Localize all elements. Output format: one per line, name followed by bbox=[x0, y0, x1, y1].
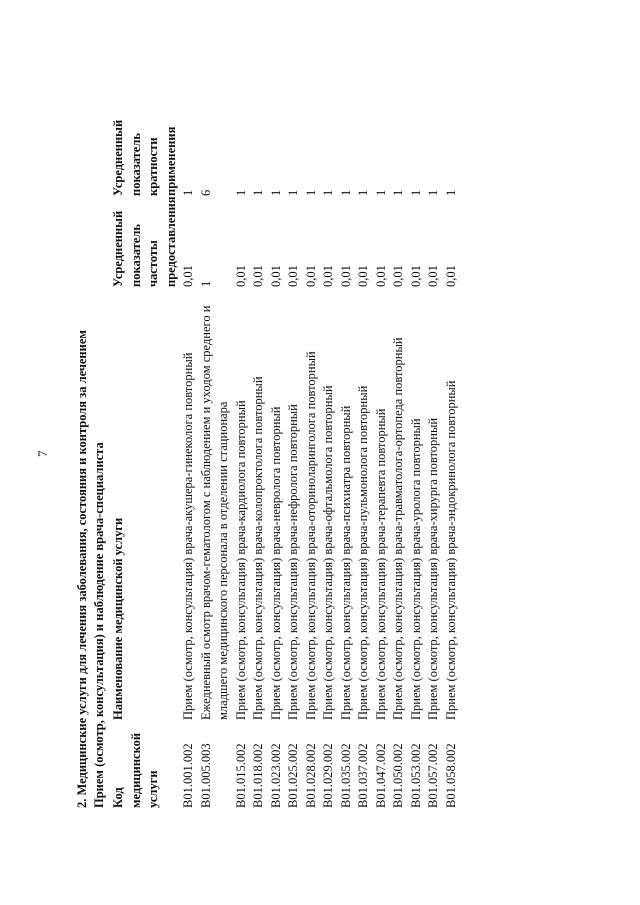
service-name: Прием (осмотр, консультация) врача-кардиолога повторный bbox=[233, 400, 248, 720]
frequency-value: 0,01 bbox=[443, 265, 458, 287]
service-code: B01.028.002 bbox=[303, 743, 318, 808]
service-name: Ежедневный осмотр врачом-гематологом с наблюдением и уходом среднего и младшего медицинского персонала в отделении стационара bbox=[198, 305, 230, 720]
frequency-value: 0,01 bbox=[181, 265, 195, 287]
service-code: B01.047.002 bbox=[373, 743, 388, 808]
header-code: Код медицинской услуги bbox=[111, 732, 160, 808]
frequency-value: 0,01 bbox=[408, 265, 423, 287]
service-code: B01.057.002 bbox=[426, 743, 440, 808]
service-code: B01.053.002 bbox=[408, 743, 423, 808]
multiplicity-value: 1 bbox=[268, 189, 283, 196]
frequency-value: 1 bbox=[198, 280, 213, 287]
header-name: Наименование медицинской услуги bbox=[111, 517, 125, 720]
service-name: Прием (осмотр, консультация) врача-пульмонолога повторный bbox=[356, 385, 370, 720]
service-name: Прием (осмотр, консультация) врача-невролога повторный bbox=[268, 406, 283, 720]
service-name: Прием (осмотр, консультация) врача-оториноларинголога повторный bbox=[303, 351, 318, 720]
header-multiplicity: Усредненный показатель кратности применения bbox=[111, 119, 178, 196]
table-row bbox=[250, 126, 268, 808]
frequency-value: 0,01 bbox=[426, 265, 440, 287]
service-name: Прием (осмотр, консультация) врача-хирурга повторный bbox=[426, 417, 440, 720]
service-name: Прием (осмотр, консультация) врача-эндокринолога повторный bbox=[443, 380, 458, 720]
multiplicity-value: 1 bbox=[338, 189, 353, 196]
subsection-title: Прием (осмотр, консультация) и наблюдение врача-специалиста bbox=[92, 442, 106, 808]
table-body bbox=[180, 126, 460, 808]
multiplicity-value: 1 bbox=[251, 189, 265, 196]
service-code: B01.025.002 bbox=[286, 743, 300, 808]
table-row bbox=[180, 126, 198, 808]
multiplicity-value: 6 bbox=[198, 189, 213, 196]
service-code: B01.037.002 bbox=[356, 743, 370, 808]
table-row bbox=[408, 126, 426, 808]
services-table bbox=[110, 119, 460, 808]
service-name: Прием (осмотр, консультация) врача-травматолога-ортопеда повторный bbox=[391, 337, 405, 720]
table-row bbox=[320, 126, 338, 808]
table-row bbox=[233, 126, 251, 808]
frequency-value: 0,01 bbox=[303, 265, 318, 287]
frequency-value: 0,01 bbox=[233, 265, 248, 287]
service-code: B01.035.002 bbox=[338, 743, 353, 808]
multiplicity-value: 1 bbox=[321, 189, 335, 196]
table-row bbox=[198, 126, 233, 808]
table-row bbox=[303, 126, 321, 808]
multiplicity-value: 1 bbox=[233, 189, 248, 196]
multiplicity-value: 1 bbox=[356, 189, 370, 196]
table-row bbox=[443, 126, 461, 808]
service-name: Прием (осмотр, консультация) врача-уролога повторный bbox=[408, 418, 423, 720]
frequency-value: 0,01 bbox=[356, 265, 370, 287]
table-row bbox=[425, 126, 443, 808]
multiplicity-value: 1 bbox=[426, 189, 440, 196]
service-name: Прием (осмотр, консультация) врача-нефролога повторный bbox=[286, 404, 300, 720]
multiplicity-value: 1 bbox=[443, 189, 458, 196]
service-code: B01.018.002 bbox=[251, 743, 265, 808]
table-row bbox=[373, 126, 391, 808]
service-name: Прием (осмотр, консультация) врача-акушера-гинеколога повторный bbox=[181, 352, 195, 720]
service-name: Прием (осмотр, консультация) врача-колопроктолога повторный bbox=[251, 376, 265, 720]
frequency-value: 0,01 bbox=[268, 265, 283, 287]
service-name: Прием (осмотр, консультация) врача-терапевта повторный bbox=[373, 408, 388, 720]
multiplicity-value: 1 bbox=[391, 189, 405, 196]
frequency-value: 0,01 bbox=[391, 265, 405, 287]
table-row bbox=[268, 126, 286, 808]
service-code: B01.023.002 bbox=[268, 743, 283, 808]
service-code: B01.001.002 bbox=[181, 743, 195, 808]
service-name: Прием (осмотр, консультация) врача-офтальмолога повторный bbox=[321, 385, 335, 720]
service-code: B01.015.002 bbox=[233, 743, 248, 808]
table-row bbox=[285, 126, 303, 808]
table-row bbox=[338, 126, 356, 808]
multiplicity-value: 1 bbox=[181, 189, 195, 196]
page-number: 7 bbox=[35, 450, 50, 457]
frequency-value: 0,01 bbox=[373, 265, 388, 287]
service-code: B01.005.003 bbox=[198, 743, 213, 808]
multiplicity-value: 1 bbox=[408, 189, 423, 196]
section-title: 2. Медицинские услуги для лечения заболевания, состояния и контроля за лечением bbox=[75, 330, 89, 808]
frequency-value: 0,01 bbox=[286, 265, 300, 287]
table-header bbox=[110, 119, 180, 808]
multiplicity-value: 1 bbox=[373, 189, 388, 196]
table-row bbox=[390, 126, 408, 808]
frequency-value: 0,01 bbox=[251, 265, 265, 287]
service-name: Прием (осмотр, консультация) врача-психиатра повторный bbox=[338, 405, 353, 720]
multiplicity-value: 1 bbox=[303, 189, 318, 196]
multiplicity-value: 1 bbox=[286, 189, 300, 196]
header-frequency: Усредненный показатель частоты предоставления bbox=[111, 196, 178, 287]
service-code: B01.058.002 bbox=[443, 743, 458, 808]
frequency-value: 0,01 bbox=[338, 265, 353, 287]
section-heading bbox=[74, 48, 108, 808]
service-code: B01.029.002 bbox=[321, 743, 335, 808]
table-row bbox=[355, 126, 373, 808]
service-code: B01.050.002 bbox=[391, 743, 405, 808]
frequency-value: 0,01 bbox=[321, 265, 335, 287]
